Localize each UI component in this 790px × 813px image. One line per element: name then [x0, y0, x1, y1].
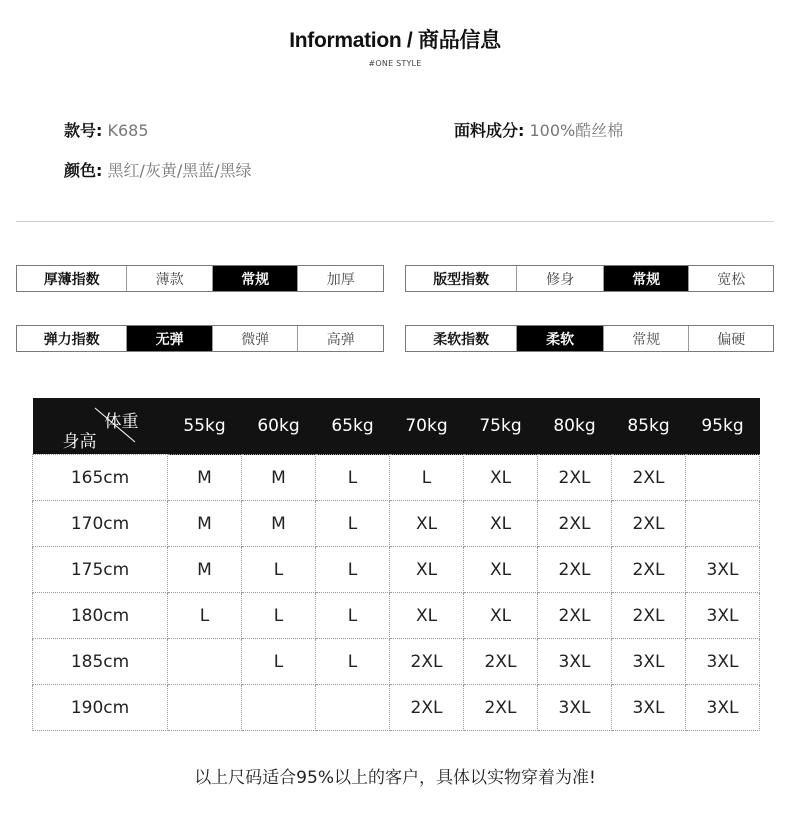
fit-option-2: 常规: [603, 266, 689, 291]
weight-header-3: 65kg: [316, 398, 390, 455]
size-cell: L: [316, 593, 390, 639]
weight-header-4: 70kg: [390, 398, 464, 455]
size-cell: L: [168, 593, 242, 639]
style-number-label: 款号:: [64, 121, 103, 140]
size-cell: 2XL: [612, 547, 686, 593]
size-cell: 2XL: [390, 685, 464, 731]
size-cell: [168, 685, 242, 731]
size-cell: XL: [390, 547, 464, 593]
table-row: [33, 639, 760, 685]
table-row: [33, 547, 760, 593]
height-cell: 190cm: [33, 685, 168, 731]
corner-weight-label: 体重: [104, 412, 139, 432]
size-cell: [686, 455, 760, 501]
softness-scale-label: 柔软指数: [433, 331, 490, 348]
size-cell: 2XL: [464, 639, 538, 685]
size-cell: 2XL: [612, 593, 686, 639]
size-cell: [242, 685, 316, 731]
colors-label: 颜色:: [64, 161, 103, 180]
size-cell: XL: [464, 455, 538, 501]
thickness-option-3: 加厚: [297, 266, 383, 291]
size-cell: 3XL: [538, 685, 612, 731]
softness-scale: [405, 325, 774, 352]
corner-header: [33, 398, 168, 455]
size-cell: L: [316, 547, 390, 593]
weight-header-8: 95kg: [686, 398, 760, 455]
size-cell: 3XL: [538, 639, 612, 685]
size-cell: [316, 685, 390, 731]
size-cell: XL: [464, 501, 538, 547]
size-cell: [686, 501, 760, 547]
size-cell: M: [168, 501, 242, 547]
thickness-option-1: 薄款: [126, 266, 212, 291]
size-cell: 3XL: [686, 547, 760, 593]
size-cell: 2XL: [538, 455, 612, 501]
size-cell: 3XL: [612, 685, 686, 731]
size-cell: 2XL: [538, 547, 612, 593]
table-row: [33, 593, 760, 639]
size-cell: 3XL: [686, 593, 760, 639]
height-cell: 180cm: [33, 593, 168, 639]
fabric-value: 100%酷丝棉: [529, 121, 624, 140]
thickness-scale-label: 厚薄指数: [43, 271, 100, 288]
fit-option-3: 宽松: [688, 266, 773, 291]
elasticity-scale-label: 弹力指数: [43, 331, 100, 348]
size-cell: 3XL: [612, 639, 686, 685]
thickness-scale: [16, 265, 384, 292]
fabric-label: 面料成分:: [454, 121, 525, 140]
size-cell: L: [242, 639, 316, 685]
size-cell: 2XL: [612, 501, 686, 547]
weight-header-7: 85kg: [612, 398, 686, 455]
page-title: Information / 商品信息: [289, 29, 501, 52]
corner-height-label: 身高: [62, 432, 97, 452]
elasticity-option-2: 微弹: [212, 326, 298, 351]
elasticity-scale: [16, 325, 384, 352]
size-cell: L: [242, 547, 316, 593]
size-cell: M: [168, 547, 242, 593]
fabric-composition: [454, 118, 623, 141]
fit-scale-label: 版型指数: [433, 271, 490, 288]
colors-value: 黑红/灰黄/黑蓝/黑绿: [107, 161, 252, 180]
elasticity-option-1: 无弹: [126, 326, 212, 351]
softness-option-1: 柔软: [516, 326, 603, 351]
weight-header-5: 75kg: [464, 398, 538, 455]
size-cell: [168, 639, 242, 685]
size-cell: 2XL: [538, 593, 612, 639]
size-cell: 2XL: [464, 685, 538, 731]
height-cell: 170cm: [33, 501, 168, 547]
height-cell: 165cm: [33, 455, 168, 501]
weight-header-2: 60kg: [242, 398, 316, 455]
elasticity-option-3: 高弹: [297, 326, 383, 351]
weight-header-6: 80kg: [538, 398, 612, 455]
size-cell: M: [242, 501, 316, 547]
softness-option-3: 偏硬: [688, 326, 773, 351]
height-cell: 185cm: [33, 639, 168, 685]
style-number-value: K685: [107, 121, 149, 140]
size-chart-table: [32, 398, 760, 731]
table-row: [33, 501, 760, 547]
size-cell: XL: [390, 501, 464, 547]
diagonal-divider: [33, 398, 168, 454]
size-cell: 2XL: [538, 501, 612, 547]
divider: [16, 221, 774, 222]
table-header-row: [33, 398, 760, 455]
fit-scale: [405, 265, 774, 292]
size-cell: L: [316, 455, 390, 501]
size-cell: M: [242, 455, 316, 501]
size-cell: L: [316, 501, 390, 547]
footer-note: 以上尺码适合95%以上的客户，具体以实物穿着为准!: [194, 768, 596, 788]
size-cell: 3XL: [686, 639, 760, 685]
size-cell: 2XL: [390, 639, 464, 685]
colors: [64, 158, 252, 181]
size-cell: XL: [464, 593, 538, 639]
page-subtitle: #ONE STYLE: [368, 59, 422, 68]
size-cell: XL: [464, 547, 538, 593]
weight-header-1: 55kg: [168, 398, 242, 455]
size-cell: L: [316, 639, 390, 685]
size-cell: L: [390, 455, 464, 501]
size-cell: M: [168, 455, 242, 501]
fit-option-1: 修身: [516, 266, 603, 291]
size-cell: XL: [390, 593, 464, 639]
size-cell: 2XL: [612, 455, 686, 501]
style-number: [64, 118, 149, 141]
table-row: [33, 685, 760, 731]
size-cell: 3XL: [686, 685, 760, 731]
softness-option-2: 常规: [603, 326, 689, 351]
thickness-option-2: 常规: [212, 266, 298, 291]
size-cell: L: [242, 593, 316, 639]
height-cell: 175cm: [33, 547, 168, 593]
table-row: [33, 455, 760, 501]
